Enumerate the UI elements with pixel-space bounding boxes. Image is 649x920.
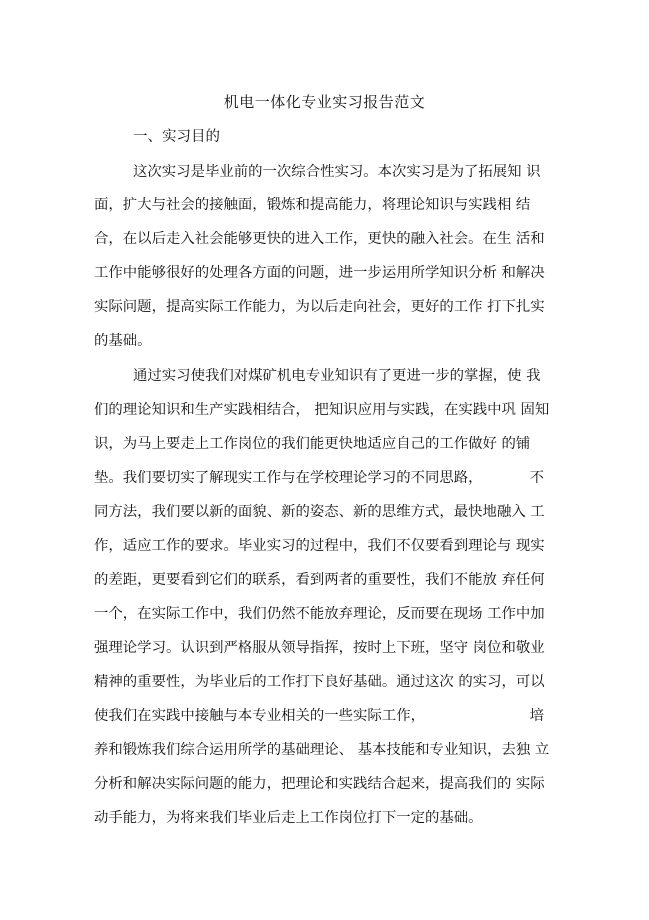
paragraph-2-line: 的差距，更要看到它们的联系，看到两者的重要性，我们不能放 弃任何 [94, 572, 545, 588]
paragraph-2-line: 强理论学习。认识到严格服从领导指挥，按时上下班，坚守 岗位和敬业 [94, 640, 545, 656]
paragraph-2-line [94, 704, 554, 728]
paragraph-1-line: 这次实习是毕业前的一次综合性实习。本次实习是为了拓展知 识 [133, 164, 541, 180]
paragraph-2-line: 们的理论知识和生产实践相结合， 把知识应用与实践，在实践中巩 固知 [94, 402, 550, 418]
paragraph-2-line: 养和锻炼我们综合运用所学的基础理论、 基本技能和专业知识，去独 立 [94, 742, 550, 758]
paragraph-2-line: 分析和解决实际问题的能力，把理论和实践结合起来，提高我们的 实际 [94, 776, 545, 792]
paragraph-2-line: 识，为马上要走上工作岗位的我们能更快地适应自己的工作做好 的铺 [94, 436, 531, 452]
paragraph-2-line: 动手能力，为将来我们毕业后走上工作岗位打下一定的基础。 [94, 810, 483, 826]
paragraph-2-line-tail: 培 [529, 708, 544, 724]
paragraph-1-line: 工作中能够很好的处理各方面的问题，进一步运用所学知识分析 和解决 [94, 265, 545, 281]
paragraph-2-line: 通过实习使我们对煤矿机电专业知识有了更进一步的掌握，使 我 [133, 368, 541, 384]
document-title: 机电一体化专业实习报告范文 [223, 93, 426, 111]
paragraph-2-line: 同方法，我们要以新的面貌、新的姿态、新的思维方式，最快地融入 工 [94, 504, 545, 520]
paragraph-2-line [94, 466, 554, 490]
paragraph-2-line-lead: 使我们在实践中接触与本专业相关的一些实际工作， [94, 708, 425, 724]
paragraph-1-line: 实际问题，提高实际工作能力，为以后走向社会，更好的工作 打下扎实 [94, 299, 545, 315]
paragraph-1-line: 的基础。 [94, 333, 152, 349]
paragraph-2-line: 精神的重要性，为毕业后的工作打下良好基础。通过这次 的实习，可以 [94, 674, 545, 690]
paragraph-2-line: 作，适应工作的要求。毕业实习的过程中，我们不仅要看到理论与 现实 [94, 538, 545, 554]
paragraph-1-line: 面，扩大与社会的接触面，锻炼和提高能力，将理论知识与实践相 结 [94, 197, 531, 213]
paragraph-2-line: 一个，在实际工作中，我们仍然不能放弃理论，反而要在现场 工作中加 [94, 606, 545, 622]
paragraph-1-line: 合，在以后走入社会能够更快的进入工作，更快的融入社会。在生 活和 [94, 231, 545, 247]
paragraph-2-line-tail: 不 [529, 470, 544, 486]
section-heading: 一、实习目的 [133, 129, 220, 145]
paragraph-2-line-lead: 垫。我们要切实了解现实工作与在学校理论学习的不同思路， [94, 470, 483, 486]
